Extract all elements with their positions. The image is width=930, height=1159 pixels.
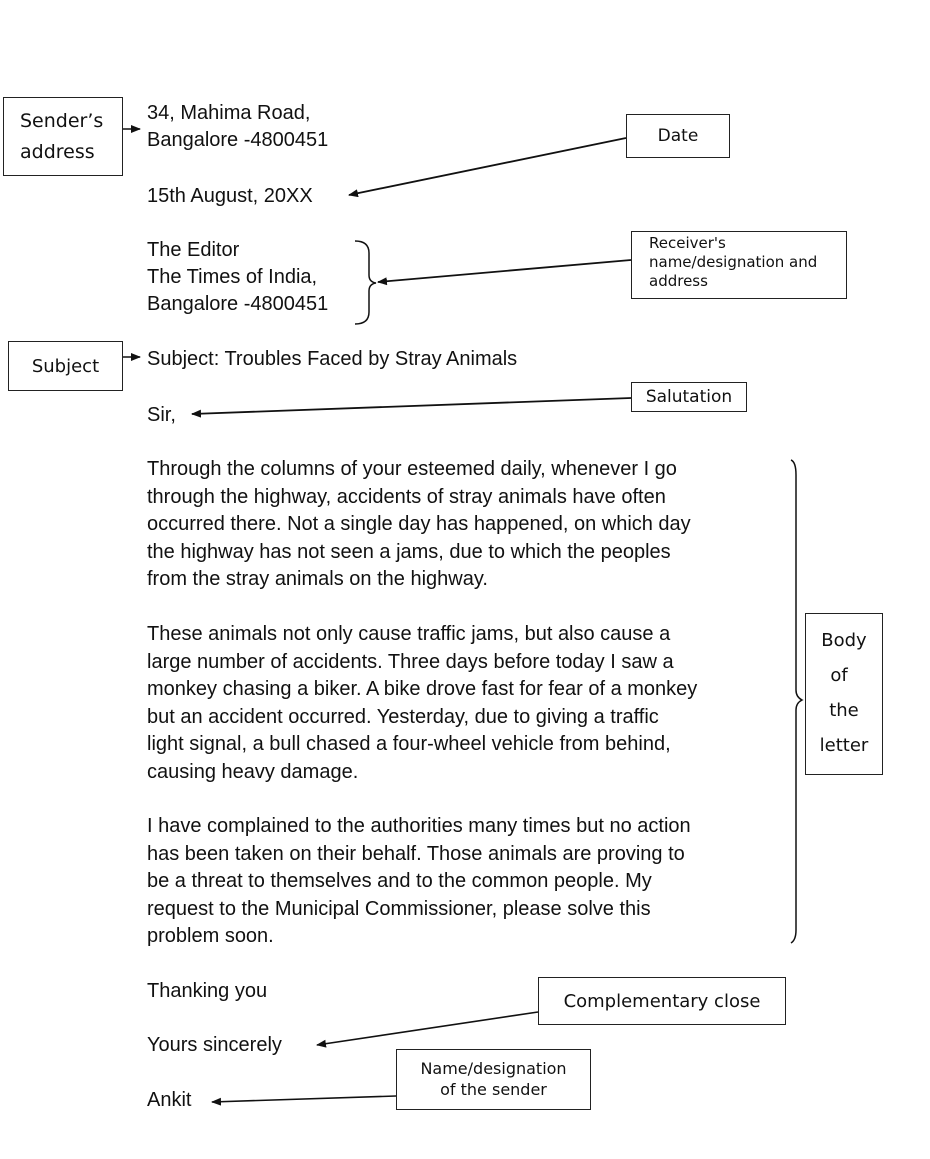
- body-paragraph-3: [147, 813, 787, 951]
- letter-salutation: Sir,: [147, 404, 176, 426]
- label-text: of: [830, 665, 848, 686]
- label-text: address: [20, 141, 95, 163]
- label-text: of the sender: [440, 1080, 547, 1099]
- body-line: occurred there. Not a single day has happened, on which day: [147, 513, 691, 535]
- arrow-icon: [317, 1012, 538, 1045]
- label-text: Name/designation: [420, 1059, 567, 1078]
- body-line: through the highway, accidents of stray animals have often: [147, 485, 666, 508]
- label-text: letter: [819, 735, 869, 756]
- arrow-icon: [378, 260, 631, 282]
- body-line: These animals not only cause traffic jams, but also cause a: [147, 623, 671, 645]
- body-line: but an accident occurred. Yesterday, due to giving a traffic: [147, 705, 659, 728]
- letter-subject: Subject: Troubles Faced by Stray Animals: [147, 348, 518, 370]
- label-complementary-close: Complementary close: [538, 977, 786, 1025]
- body-line: be a threat to themselves and to the common people. My: [147, 870, 652, 892]
- body-line: from the stray animals on the highway.: [147, 568, 488, 590]
- body-line: the highway has not seen a jams, due to which the peoples: [147, 540, 671, 563]
- label-receiver: [631, 231, 847, 299]
- label-subject: Subject: [8, 341, 123, 391]
- body-line: causing heavy damage.: [147, 760, 359, 783]
- letter-date: 15th August, 20XX: [147, 185, 313, 207]
- body-line: light signal, a bull chased a four-wheel vehicle from behind,: [147, 733, 671, 755]
- label-text: Sender’s: [20, 110, 104, 132]
- body-line: request to the Municipal Commissioner, please solve this: [147, 897, 651, 920]
- bracket-icon: [355, 241, 376, 324]
- label-sender-name: [396, 1049, 591, 1110]
- body-line: problem soon.: [147, 925, 274, 947]
- label-body: [805, 613, 883, 775]
- label-senders-address: [3, 97, 123, 176]
- complementary-close-text: Yours sincerely: [147, 1034, 282, 1056]
- sender-name: Ankit: [147, 1089, 192, 1111]
- receiver-line-1: The Editor: [147, 239, 240, 261]
- label-text: Body: [821, 630, 867, 651]
- body-line: Through the columns of your esteemed daily, whenever I go: [147, 458, 677, 480]
- label-date: Date: [626, 114, 730, 158]
- sender-address: [147, 100, 328, 154]
- arrow-icon: [349, 138, 626, 195]
- label-text: the: [829, 700, 859, 721]
- label-text: address: [649, 272, 708, 290]
- label-text: name/designation and: [649, 253, 818, 271]
- body-line: monkey chasing a biker. A bike drove fast for fear of a monkey: [147, 678, 698, 700]
- sender-address-line-2: Bangalore -4800451: [147, 129, 329, 151]
- receiver-line-3: Bangalore -4800451: [147, 293, 329, 315]
- receiver-line-2: The Times of India,: [147, 266, 318, 288]
- body-paragraph-2: [147, 621, 787, 786]
- arrow-icon: [192, 398, 631, 414]
- body-line: I have complained to the authorities many times but no action: [147, 815, 691, 837]
- body-line: has been taken on their behalf. Those animals are proving to: [147, 842, 685, 865]
- letter-thanks: Thanking you: [147, 980, 268, 1002]
- label-salutation: Salutation: [631, 382, 747, 412]
- body-line: large number of accidents. Three days before today I saw a: [147, 650, 674, 673]
- label-text: Receiver's: [649, 234, 726, 252]
- bracket-icon: [791, 460, 802, 943]
- body-paragraph-1: [147, 456, 787, 594]
- sender-address-line-1: 34, Mahima Road,: [147, 102, 311, 124]
- receiver-address: [147, 237, 328, 318]
- arrow-icon: [212, 1096, 396, 1102]
